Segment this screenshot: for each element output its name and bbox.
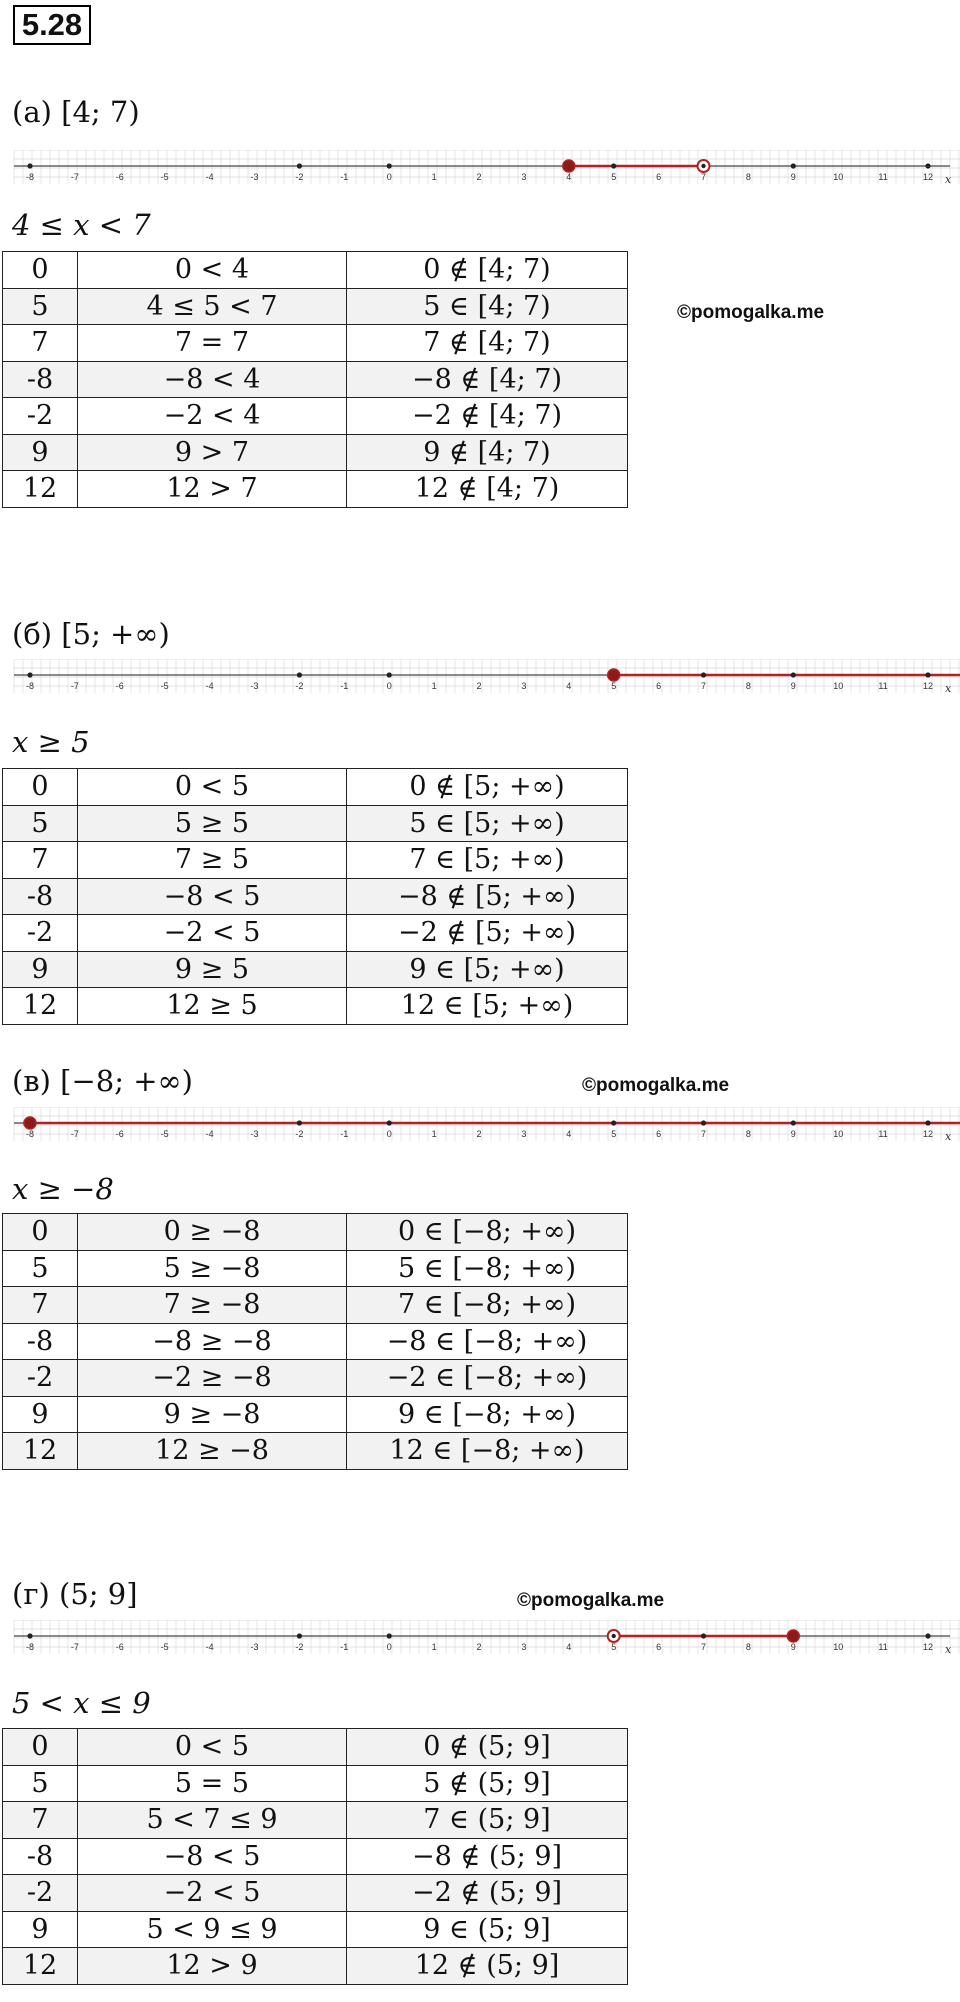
value-cell: 9 — [3, 1396, 78, 1433]
tick-label: -2 — [295, 1642, 304, 1652]
section-b-title: (б) [5; +∞) — [12, 617, 170, 651]
tick-label: 10 — [833, 172, 844, 182]
tick-label: 11 — [878, 1129, 888, 1139]
tick-label: -5 — [160, 172, 169, 182]
table-row — [3, 1433, 628, 1470]
membership-cell: −8 ∉ [4; 7) — [347, 361, 628, 398]
point-dot — [925, 1120, 930, 1125]
table-row — [3, 951, 628, 988]
section-b-table — [2, 768, 628, 1025]
tick-label: -6 — [115, 1642, 124, 1652]
tick-label: 6 — [656, 681, 662, 691]
tick-label: -8 — [25, 1129, 35, 1139]
membership-cell: 0 ∉ [4; 7) — [347, 252, 628, 289]
point-dot — [925, 163, 930, 168]
tick-label: -5 — [160, 1129, 169, 1139]
membership-cell: 0 ∉ (5; 9] — [347, 1729, 628, 1766]
tick-label: 3 — [521, 172, 527, 182]
table-row — [3, 1948, 628, 1985]
value-cell: 9 — [3, 434, 78, 471]
tick-label: -7 — [70, 1642, 79, 1652]
point-dot — [791, 672, 796, 677]
membership-cell: 5 ∈ [5; +∞) — [347, 805, 628, 842]
closed-endpoint — [563, 160, 575, 172]
value-cell: 7 — [3, 1802, 78, 1839]
value-cell: 0 — [3, 1214, 78, 1251]
value-cell: -8 — [3, 878, 78, 915]
tick-label: 1 — [431, 681, 437, 691]
comparison-cell: 0 < 5 — [78, 769, 347, 806]
point-dot — [387, 1120, 392, 1125]
tick-label: 4 — [566, 1642, 572, 1652]
point-dot — [387, 163, 392, 168]
tick-label: -3 — [250, 681, 259, 691]
point-dot — [791, 1120, 796, 1125]
membership-cell: 7 ∈ [5; +∞) — [347, 842, 628, 879]
section-c-table — [2, 1213, 628, 1470]
tick-label: 9 — [790, 1129, 796, 1139]
tick-label: 9 — [790, 172, 796, 182]
tick-label: -5 — [160, 1642, 169, 1652]
tick-label: -1 — [340, 1129, 349, 1139]
tick-label: 2 — [476, 1642, 482, 1652]
membership-cell: 9 ∉ [4; 7) — [347, 434, 628, 471]
value-cell: 5 — [3, 288, 78, 325]
table-row — [3, 769, 628, 806]
section-d-table — [2, 1728, 628, 1985]
table-row — [3, 1838, 628, 1875]
point-dot — [612, 1634, 616, 1638]
tick-label: 7 — [700, 1642, 707, 1652]
point-dot — [297, 672, 302, 677]
point-dot — [27, 672, 32, 677]
tick-label: 6 — [656, 172, 662, 182]
tick-label: 8 — [745, 1642, 751, 1652]
point-dot — [791, 163, 796, 168]
value-cell: 7 — [3, 325, 78, 362]
comparison-cell: 12 > 9 — [78, 1948, 347, 1985]
membership-cell: 7 ∈ (5; 9] — [347, 1802, 628, 1839]
table-row — [3, 1250, 628, 1287]
section-d-condition: 5 < 𝑥 ≤ 9 — [12, 1686, 151, 1720]
tick-label: -3 — [250, 172, 259, 182]
membership-cell: 9 ∈ [5; +∞) — [347, 951, 628, 988]
comparison-cell: 7 = 7 — [78, 325, 347, 362]
tick-label: 11 — [878, 1642, 888, 1652]
tick-label: 11 — [878, 172, 888, 182]
value-cell: 12 — [3, 988, 78, 1025]
tick-label: 12 — [922, 172, 934, 182]
table-row — [3, 1802, 628, 1839]
tick-label: 0 — [386, 1129, 392, 1139]
point-dot — [701, 1120, 706, 1125]
comparison-cell: 12 ≥ 5 — [78, 988, 347, 1025]
watermark-2: ©pomogalka.me — [582, 1075, 730, 1096]
number-line-b — [0, 659, 960, 711]
tick-label: 3 — [521, 681, 527, 691]
tick-label: 2 — [476, 1129, 482, 1139]
table-row — [3, 878, 628, 915]
point-dot — [701, 164, 705, 168]
point-dot — [611, 163, 616, 168]
value-cell: 5 — [3, 1250, 78, 1287]
comparison-cell: 9 > 7 — [78, 434, 347, 471]
membership-cell: 12 ∈ [−8; +∞) — [347, 1433, 628, 1470]
tick-label: 7 — [700, 1129, 707, 1139]
comparison-cell: 7 ≥ −8 — [78, 1287, 347, 1324]
table-row — [3, 1911, 628, 1948]
membership-cell: 12 ∈ [5; +∞) — [347, 988, 628, 1025]
membership-cell: −2 ∉ [5; +∞) — [347, 915, 628, 952]
tick-label: -7 — [70, 172, 79, 182]
table-row — [3, 1360, 628, 1397]
point-dot — [701, 1633, 706, 1638]
comparison-cell: 5 < 7 ≤ 9 — [78, 1802, 347, 1839]
comparison-cell: −2 < 4 — [78, 398, 347, 435]
watermark-1: ©pomogalka.me — [677, 302, 825, 323]
tick-label: 2 — [476, 172, 482, 182]
table-row — [3, 1214, 628, 1251]
number-line-a — [0, 150, 960, 202]
tick-label: 4 — [566, 1129, 572, 1139]
comparison-cell: −2 < 5 — [78, 1875, 347, 1912]
tick-label: -4 — [205, 172, 214, 182]
tick-label: 10 — [833, 681, 844, 691]
membership-cell: 12 ∉ (5; 9] — [347, 1948, 628, 1985]
point-dot — [387, 1633, 392, 1638]
tick-label: -8 — [25, 1642, 35, 1652]
tick-label: -6 — [115, 172, 124, 182]
membership-cell: 9 ∈ (5; 9] — [347, 1911, 628, 1948]
tick-label: -6 — [115, 1129, 124, 1139]
tick-label: 10 — [833, 1129, 844, 1139]
point-dot — [27, 163, 32, 168]
tick-label: 4 — [566, 172, 572, 182]
tick-label: 3 — [521, 1642, 527, 1652]
tick-label: 11 — [878, 681, 888, 691]
tick-label: -7 — [70, 1129, 79, 1139]
tick-label: 9 — [790, 1642, 796, 1652]
tick-label: 7 — [700, 172, 707, 182]
closed-endpoint — [608, 669, 620, 681]
comparison-cell: 5 = 5 — [78, 1765, 347, 1802]
watermark-3: ©pomogalka.me — [517, 1590, 665, 1611]
membership-cell: 5 ∈ [−8; +∞) — [347, 1250, 628, 1287]
value-cell: -8 — [3, 1323, 78, 1360]
comparison-cell: 7 ≥ 5 — [78, 842, 347, 879]
value-cell: -2 — [3, 915, 78, 952]
value-cell: 5 — [3, 1765, 78, 1802]
comparison-cell: 4 ≤ 5 < 7 — [78, 288, 347, 325]
value-cell: 5 — [3, 805, 78, 842]
tick-label: 5 — [611, 681, 617, 691]
value-cell: -2 — [3, 1360, 78, 1397]
value-cell: -8 — [3, 361, 78, 398]
tick-label: 0 — [386, 1642, 392, 1652]
table-row — [3, 842, 628, 879]
point-dot — [27, 1633, 32, 1638]
value-cell: 12 — [3, 471, 78, 508]
table-row — [3, 361, 628, 398]
comparison-cell: −2 ≥ −8 — [78, 1360, 347, 1397]
value-cell: 7 — [3, 842, 78, 879]
tick-label: -5 — [160, 681, 169, 691]
tick-label: -3 — [250, 1129, 259, 1139]
comparison-cell: −8 < 5 — [78, 1838, 347, 1875]
value-cell: 12 — [3, 1433, 78, 1470]
membership-cell: 7 ∉ [4; 7) — [347, 325, 628, 362]
membership-cell: 9 ∈ [−8; +∞) — [347, 1396, 628, 1433]
point-dot — [925, 1633, 930, 1638]
table-row — [3, 434, 628, 471]
membership-cell: −8 ∉ [5; +∞) — [347, 878, 628, 915]
table-row — [3, 915, 628, 952]
comparison-cell: 12 ≥ −8 — [78, 1433, 347, 1470]
table-row — [3, 988, 628, 1025]
axis-variable-label: x — [945, 1643, 952, 1656]
section-c-title: (в) [−8; +∞) — [12, 1064, 193, 1098]
tick-label: 8 — [745, 681, 751, 691]
closed-endpoint — [24, 1117, 36, 1129]
comparison-cell: 0 < 4 — [78, 252, 347, 289]
comparison-cell: 9 ≥ 5 — [78, 951, 347, 988]
point-dot — [925, 672, 930, 677]
tick-label: -6 — [115, 681, 124, 691]
membership-cell: −2 ∉ [4; 7) — [347, 398, 628, 435]
tick-label: 1 — [431, 1129, 437, 1139]
section-a-title: (а) [4; 7) — [12, 95, 140, 129]
section-a-condition: 4 ≤ 𝑥 < 7 — [12, 208, 151, 242]
point-dot — [387, 672, 392, 677]
section-c-condition: 𝑥 ≥ −8 — [12, 1172, 114, 1206]
number-line-d — [0, 1620, 960, 1672]
table-row — [3, 1729, 628, 1766]
tick-label: -1 — [340, 1642, 349, 1652]
tick-label: -4 — [205, 1129, 214, 1139]
table-row — [3, 288, 628, 325]
membership-cell: 0 ∉ [5; +∞) — [347, 769, 628, 806]
value-cell: -8 — [3, 1838, 78, 1875]
comparison-cell: 12 > 7 — [78, 471, 347, 508]
value-cell: -2 — [3, 398, 78, 435]
membership-cell: −2 ∈ [−8; +∞) — [347, 1360, 628, 1397]
comparison-cell: 5 < 9 ≤ 9 — [78, 1911, 347, 1948]
tick-label: -2 — [295, 681, 304, 691]
value-cell: -2 — [3, 1875, 78, 1912]
point-dot — [297, 1120, 302, 1125]
tick-label: 3 — [521, 1129, 527, 1139]
tick-label: -2 — [295, 172, 304, 182]
point-dot — [701, 672, 706, 677]
tick-label: 9 — [790, 681, 796, 691]
membership-cell: −2 ∉ (5; 9] — [347, 1875, 628, 1912]
tick-label: -1 — [340, 681, 349, 691]
point-dot — [297, 163, 302, 168]
section-b-condition: 𝑥 ≥ 5 — [12, 725, 90, 759]
comparison-cell: 0 < 5 — [78, 1729, 347, 1766]
tick-label: 2 — [476, 681, 482, 691]
tick-label: 6 — [656, 1642, 662, 1652]
comparison-cell: 9 ≥ −8 — [78, 1396, 347, 1433]
tick-label: -1 — [340, 172, 349, 182]
comparison-cell: 5 ≥ 5 — [78, 805, 347, 842]
tick-label: -8 — [25, 681, 35, 691]
tick-label: 0 — [386, 172, 392, 182]
value-cell: 0 — [3, 1729, 78, 1766]
comparison-cell: 0 ≥ −8 — [78, 1214, 347, 1251]
tick-label: 6 — [656, 1129, 662, 1139]
value-cell: 7 — [3, 1287, 78, 1324]
section-d-title: (г) (5; 9] — [12, 1577, 138, 1611]
point-dot — [611, 1120, 616, 1125]
tick-label: 12 — [922, 1129, 934, 1139]
membership-cell: 5 ∉ (5; 9] — [347, 1765, 628, 1802]
table-row — [3, 325, 628, 362]
membership-cell: −8 ∉ (5; 9] — [347, 1838, 628, 1875]
axis-variable-label: x — [945, 1130, 952, 1143]
table-row — [3, 1765, 628, 1802]
tick-label: 12 — [922, 1642, 934, 1652]
section-a-table — [2, 251, 628, 508]
table-row — [3, 252, 628, 289]
value-cell: 9 — [3, 951, 78, 988]
table-row — [3, 805, 628, 842]
comparison-cell: −8 < 5 — [78, 878, 347, 915]
tick-label: -2 — [295, 1129, 304, 1139]
tick-label: 8 — [745, 172, 751, 182]
membership-cell: 5 ∈ [4; 7) — [347, 288, 628, 325]
tick-label: -7 — [70, 681, 79, 691]
comparison-cell: −2 < 5 — [78, 915, 347, 952]
tick-label: -3 — [250, 1642, 259, 1652]
membership-cell: 0 ∈ [−8; +∞) — [347, 1214, 628, 1251]
membership-cell: 12 ∉ [4; 7) — [347, 471, 628, 508]
axis-variable-label: x — [945, 682, 952, 695]
tick-label: 12 — [922, 681, 934, 691]
tick-label: 5 — [611, 1129, 617, 1139]
table-row — [3, 1396, 628, 1433]
point-dot — [297, 1633, 302, 1638]
closed-endpoint — [787, 1630, 799, 1642]
tick-label: 7 — [700, 681, 707, 691]
comparison-cell: −8 ≥ −8 — [78, 1323, 347, 1360]
table-row — [3, 398, 628, 435]
table-row — [3, 1323, 628, 1360]
comparison-cell: −8 < 4 — [78, 361, 347, 398]
table-row — [3, 1875, 628, 1912]
comparison-cell: 5 ≥ −8 — [78, 1250, 347, 1287]
membership-cell: 7 ∈ [−8; +∞) — [347, 1287, 628, 1324]
tick-label: 5 — [611, 172, 617, 182]
axis-variable-label: x — [945, 173, 952, 186]
value-cell: 9 — [3, 1911, 78, 1948]
table-row — [3, 1287, 628, 1324]
number-line-c — [0, 1107, 960, 1159]
membership-cell: −8 ∈ [−8; +∞) — [347, 1323, 628, 1360]
tick-label: 10 — [833, 1642, 844, 1652]
tick-label: -4 — [205, 681, 214, 691]
tick-label: 0 — [386, 681, 392, 691]
value-cell: 0 — [3, 252, 78, 289]
tick-label: -4 — [205, 1642, 214, 1652]
tick-label: 1 — [431, 172, 437, 182]
value-cell: 12 — [3, 1948, 78, 1985]
value-cell: 0 — [3, 769, 78, 806]
tick-label: 5 — [611, 1642, 617, 1652]
tick-label: 1 — [431, 1642, 437, 1652]
task-number: 5.28 — [13, 5, 91, 45]
tick-label: 4 — [566, 681, 572, 691]
table-row — [3, 471, 628, 508]
tick-label: -8 — [25, 172, 35, 182]
tick-label: 8 — [745, 1129, 751, 1139]
